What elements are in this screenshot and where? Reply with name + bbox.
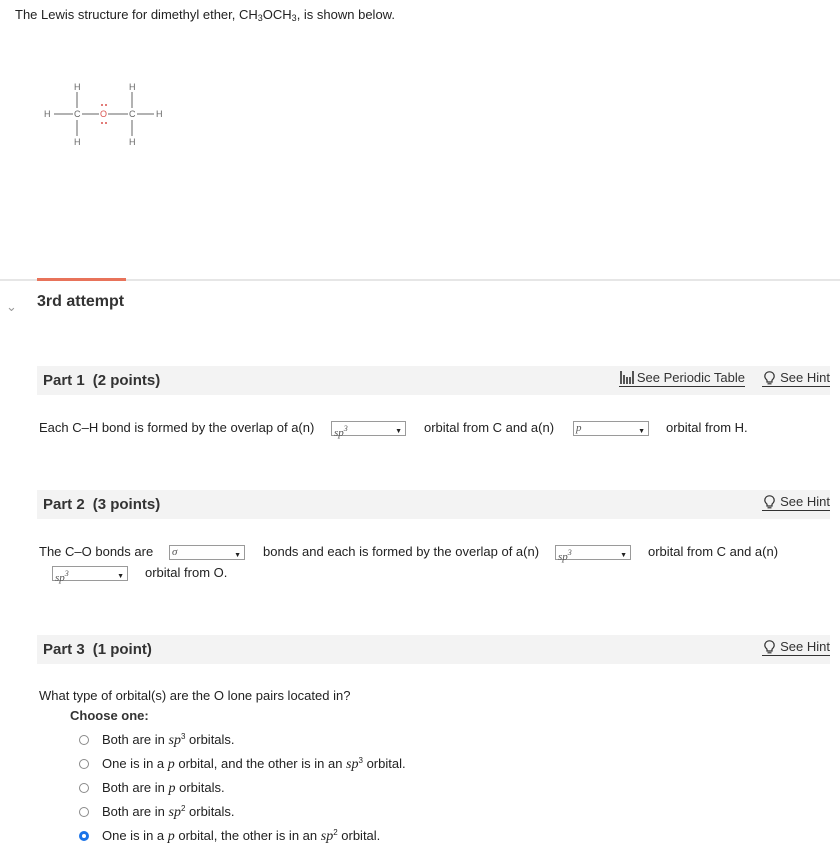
radio-button[interactable] [79,759,89,769]
part2-text-c: orbital from C and a(n) [648,544,779,559]
part1-text-b: orbital from C and a(n) [424,420,555,435]
part3-title: Part 3 (1 point) [43,641,152,658]
radio-button[interactable] [79,735,89,745]
part1-see-hint-link[interactable]: See Hint [762,370,830,387]
part1-orbital-h-select[interactable]: p ▼ [573,421,649,436]
part2-title: Part 2 (3 points) [43,496,161,513]
part3-question: What type of orbital(s) are the O lone pairs located in? [39,688,351,703]
radio-button[interactable] [79,807,89,817]
atom-h-bottom-left: H [74,137,81,147]
atom-h-top-right: H [129,82,136,92]
radio-button[interactable] [79,783,89,793]
choose-one-label: Choose one: [70,708,149,723]
part2-orbital-c-select[interactable]: $sp^3$ ▼ [555,545,631,560]
periodic-table-icon [620,371,635,384]
part1-orbital-c-select[interactable]: $sp^3$ ▼ [331,421,406,436]
answer-option-label[interactable]: Both are in $sp^2$ orbitals. [102,804,235,820]
part1-header [37,366,830,395]
see-periodic-table-link[interactable]: See Periodic Table [619,370,745,387]
part2-text-d: orbital from O. [145,565,228,580]
dropdown-arrow-icon: ▼ [638,427,645,435]
lightbulb-icon [764,495,775,509]
part2-orbital-o-select[interactable]: $sp^3$ ▼ [52,566,128,581]
chevron-down-icon[interactable]: ⌄ [6,299,17,314]
question-intro: The Lewis structure for dimethyl ether, $CH_3OCH_3$, is shown below. [15,7,395,23]
attempt-divider-accent [37,278,126,281]
part2-bond-type-select[interactable]: σ ▼ [169,545,245,560]
part3-see-hint-link[interactable]: See Hint [762,639,830,656]
atom-c-left: C [74,109,81,119]
dropdown-arrow-icon: ▼ [117,572,124,580]
atom-h-right: H [156,109,163,119]
atom-h-bottom-right: H [129,137,136,147]
atom-h-left: H [44,109,51,119]
lightbulb-icon [764,640,775,654]
lewis-structure [40,78,170,150]
part2-see-hint-link[interactable]: See Hint [762,494,830,511]
part2-text-b: bonds and each is formed by the overlap of a(n) [263,544,540,559]
part2-text-a: The C–O bonds are [39,544,154,559]
part1-text-a: Each C–H bond is formed by the overlap of a(n) [39,420,315,435]
lightbulb-icon [764,371,775,385]
dropdown-arrow-icon: ▼ [395,427,402,435]
answer-option-label[interactable]: Both are in $sp^3$ orbitals. [102,732,235,748]
part1-title: Part 1 (2 points) [43,372,161,389]
radio-button[interactable] [79,831,89,841]
atom-c-right: C [129,109,136,119]
part3-header [37,635,830,664]
dropdown-arrow-icon: ▼ [620,551,627,559]
answer-option-label[interactable]: One is in a p orbital, and the other is in an $sp^3$ orbital. [102,756,406,772]
part2-header [37,490,830,519]
part1-text-c: orbital from H. [666,420,748,435]
answer-option-label[interactable]: One is in a p orbital, the other is in an $sp^2$ orbital. [102,828,381,844]
atom-h-top-left: H [74,82,81,92]
attempt-divider [0,279,840,281]
answer-option-label[interactable]: Both are in p orbitals. [102,780,225,796]
dropdown-arrow-icon: ▼ [234,551,241,559]
attempt-label: 3rd attempt [37,293,125,310]
atom-o: O [100,109,108,119]
